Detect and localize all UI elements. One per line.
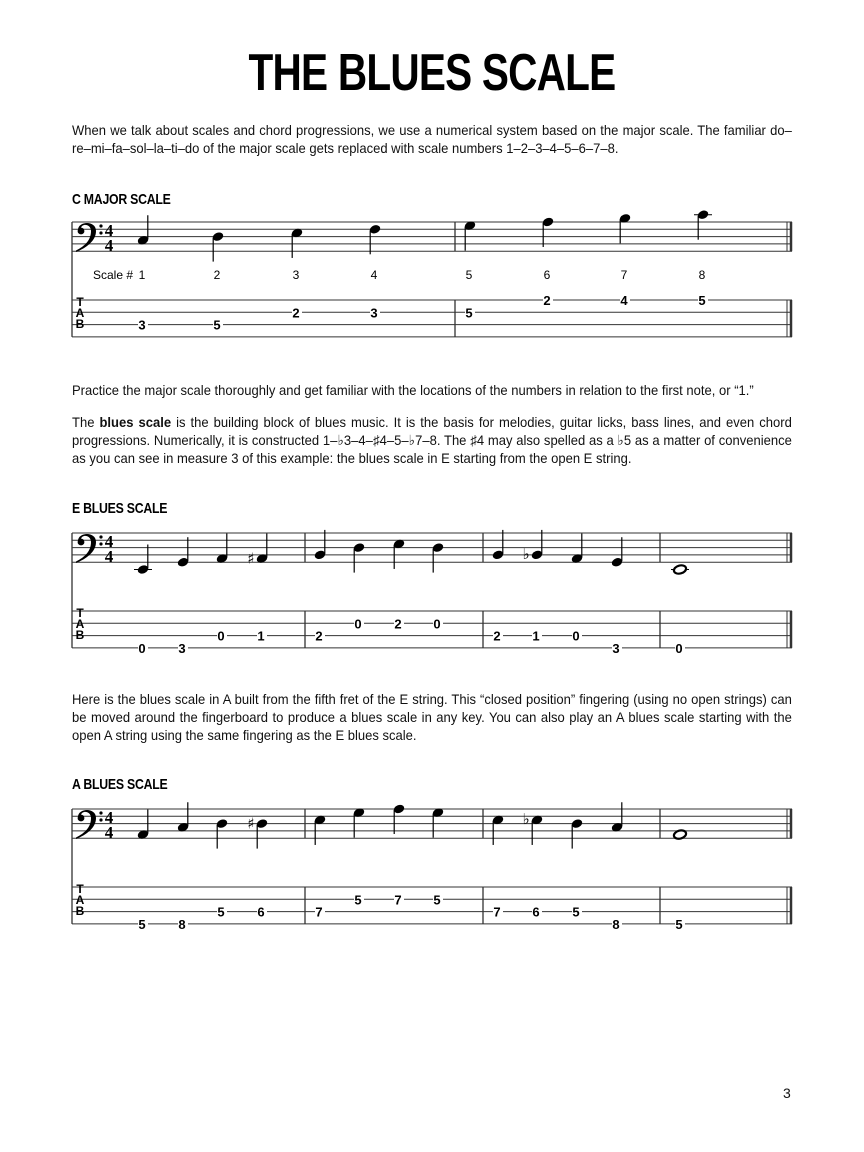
note-b3 [619,213,632,308]
note-d-sharp3 [247,815,268,920]
tab-fret-number: 3 [612,640,620,656]
tab-fret-number: 5 [217,904,225,920]
tab-fret-number: 5 [433,892,441,908]
tab-letter-a: A [75,617,85,631]
tab-fret-number: 3 [138,317,146,333]
time-signature-top: 4 [104,221,114,240]
time-signature-top: 4 [104,532,114,551]
tab-fret-number: 0 [354,616,362,632]
scale-degree: 2 [213,268,221,282]
note-b2 [314,530,327,644]
time-signature-bottom: 4 [104,547,114,566]
note-c3 [177,802,190,932]
tab-fret-number: 5 [675,916,683,932]
note-f3 [369,224,382,321]
bass-clef-icon [76,810,103,839]
tab-fret-number: 6 [532,904,540,920]
notation-group [72,802,792,932]
tab-fret-number: 7 [315,904,323,920]
tab-letter-t: T [76,882,84,896]
flat-icon: ♭ [522,544,530,563]
blues-scale-paragraph [72,413,792,467]
tab-fret-number: 2 [315,628,323,644]
tab-fret-number: 3 [370,305,378,321]
note-e3 [393,538,406,631]
whole-notehead [673,564,687,575]
note-c3 [137,215,150,332]
flat-icon: ♭ [522,809,530,828]
tab-fret-number: 5 [572,904,580,920]
tab-letter-t: T [76,606,84,620]
tab-fret-number: 2 [394,616,402,632]
note-a2 [673,829,687,932]
tab-fret-number: 8 [612,916,620,932]
tab-letter-a: A [75,893,85,907]
example-label-e-blues: E BLUES SCALE [72,500,168,517]
note-c3 [611,802,624,932]
note-d3 [216,818,229,920]
practice-paragraph: Practice the major scale thoroughly and get familiar with the locations of the numbers in relation to the first note, or “1.” [72,382,754,398]
tab-fret-number: 1 [257,628,265,644]
tab-fret-number: 5 [698,293,706,308]
scale-degree: 1 [138,268,146,282]
tab-fret-number: 8 [178,916,186,932]
a-blues-scale-notation [0,787,864,937]
tab-fret-number: 0 [217,628,225,644]
note-g3 [464,220,477,320]
intro-paragraph: When we talk about scales and chord progressions, we use a numerical system based on the major scale. The familiar do–re–mi–fa–sol–la–ti–do of the major scale gets replaced with scale numbers 1–2–3–4–5–6–7–8. [72,122,792,156]
tab-fret-number: 2 [543,293,551,308]
note-e3 [492,814,505,919]
example-label-c-major: C MAJOR SCALE [72,191,171,208]
tab-fret-number: 5 [465,305,473,321]
note-g3 [353,807,366,907]
tab-letter-b: B [75,628,85,642]
tab-fret-number: 0 [138,640,146,656]
tab-fret-number: 1 [532,628,540,644]
scale-degree: 3 [292,268,300,282]
notation-group [72,209,792,337]
scale-degree: 8 [698,268,706,282]
tab-fret-number: 4 [620,293,628,308]
tab-letter-b: B [75,317,85,331]
tab-letter-t: T [76,295,84,309]
time-signature-top: 4 [104,808,114,827]
note-a3 [393,803,406,907]
tab-letter-b: B [75,904,85,918]
page-title: THE BLUES SCALE [248,44,616,102]
tab-fret-number: 0 [433,616,441,632]
tab-fret-number: 3 [178,640,186,656]
note-c4 [694,209,712,308]
note-d3 [571,818,584,920]
tab-fret-number: 5 [138,916,146,932]
note-e3 [291,227,304,320]
note-d3 [212,231,225,333]
tab-fret-number: 5 [354,892,362,908]
note-a2 [571,534,584,644]
note-a-sharp2 [247,534,268,644]
scale-degree: 4 [370,268,378,282]
bass-clef-icon [76,223,103,252]
sharp-icon: ♯ [247,549,255,568]
note-eb3 [522,810,543,920]
bass-clef-icon [76,534,103,563]
note-e2 [671,564,689,656]
note-e2 [134,545,152,656]
notation-group [72,530,792,656]
tab-fret-number: 5 [213,317,221,333]
blues-scale-term: blues scale [99,414,172,430]
note-e3 [314,814,327,919]
scale-degree: 7 [620,268,628,282]
c-major-scale-notation [0,200,864,350]
scale-degree: 6 [543,268,551,282]
tab-fret-number: 2 [292,305,300,321]
blues-para-prefix: The [72,414,100,430]
scale-number-label: Scale # [93,268,134,282]
time-signature-bottom: 4 [104,823,114,842]
example-label-a-blues: A BLUES SCALE [72,776,168,793]
tab-letter-a: A [75,306,85,320]
note-a2 [137,810,150,932]
tab-fret-number: 2 [493,628,501,644]
note-a2 [216,534,229,644]
note-b2 [492,530,505,644]
note-g3 [432,807,445,907]
note-bb2 [522,530,543,644]
note-a3 [542,216,555,308]
tab-fret-number: 7 [394,892,402,908]
tab-fret-number: 0 [675,640,683,656]
tab-fret-number: 6 [257,904,265,920]
e-blues-scale-notation [0,511,864,661]
page-number: 3 [783,1085,791,1101]
tab-fret-number: 0 [572,628,580,644]
blues-para-body: is the building block of blues music. It is the basis for melodies, guitar licks, bass lines, and even chord progressions. Numerically, it is constructed 1–♭3–4–♯4–5–♭7–8. The ♯4 may also spelled as a ♭5 as a matter of convenience as you can see in measure 3 of this example: the blues scale in E starting from the open E string. [72,414,792,466]
tab-fret-number: 7 [493,904,501,920]
time-signature-bottom: 4 [104,236,114,255]
scale-degree: 5 [465,268,473,282]
sharp-icon: ♯ [247,814,255,833]
a-blues-paragraph: Here is the blues scale in A built from the fifth fret of the E string. This “closed position” fingering (using no open strings) can be moved around the fingerboard to produce a blues scale in any key. You can also play an A blues scale starting with the open A string using the same fingering as the E blues scale. [72,691,792,743]
